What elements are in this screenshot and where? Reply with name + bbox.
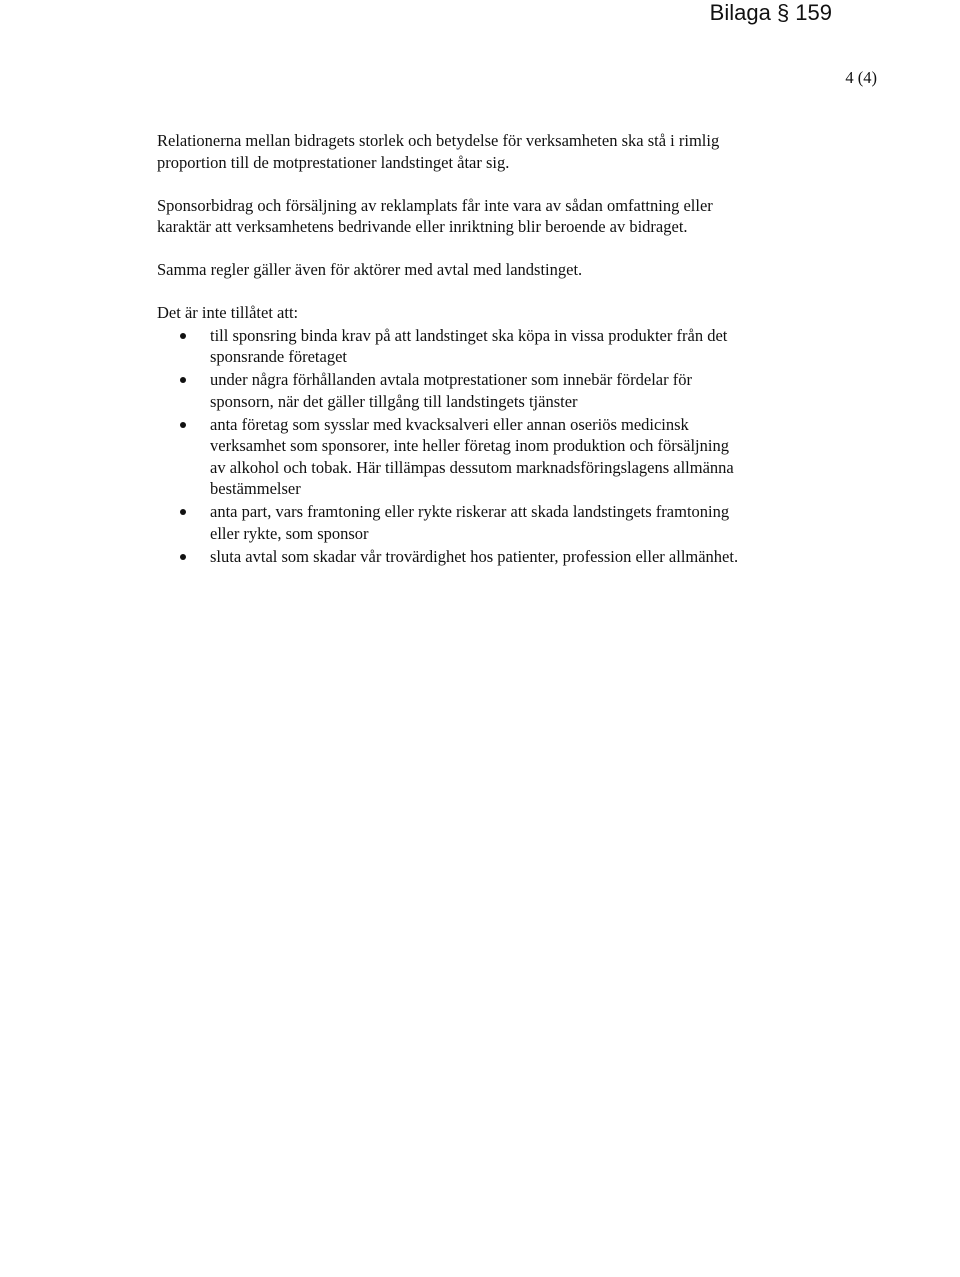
list-item: [157, 501, 837, 544]
list-item: [157, 546, 837, 568]
list-item: [157, 325, 837, 368]
text-line: till sponsring binda krav på att landstinget ska köpa in vissa produkter från det: [210, 325, 728, 345]
text-line: sponsrande företaget: [210, 347, 347, 366]
text-line: sluta avtal som skadar vår trovärdighet hos patienter, profession eller allmänhet.: [210, 546, 739, 566]
prohibitions-list: [157, 325, 837, 568]
text-line: Sponsorbidrag och försäljning av reklamplats får inte vara av sådan omfattning eller: [157, 195, 713, 215]
bullet-icon: [180, 333, 186, 339]
bullet-icon: [180, 554, 186, 560]
attachment-label: Bilaga § 159: [709, 0, 832, 25]
list-item: [157, 369, 837, 412]
list-intro: Det är inte tillåtet att:: [157, 303, 299, 322]
text-line: Relationerna mellan bidragets storlek och betydelse för verksamheten ska stå i rimlig: [157, 131, 720, 150]
page-number: 4 (4): [845, 68, 877, 87]
text-line: sponsorn, när det gäller tillgång till landstingets tjänster: [210, 391, 578, 411]
bullet-icon: [180, 422, 186, 428]
text-line: av alkohol och tobak. Här tillämpas dessutom marknadsföringslagens allmänna: [210, 457, 734, 477]
text-line: proportion till de motprestationer landstinget åtar sig.: [157, 152, 510, 172]
text-line: eller rykte, som sponsor: [210, 523, 369, 543]
text-line: anta part, vars framtoning eller rykte riskerar att skada landstingets framtoning: [210, 502, 730, 521]
text-line: karaktär att verksamhetens bedrivande eller inriktning blir beroende av bidraget.: [157, 217, 688, 236]
bullet-icon: [180, 509, 186, 515]
paragraph-sponsorship: [157, 195, 837, 238]
text-line: under några förhållanden avtala motprestationer som innebär fördelar för: [210, 370, 692, 389]
text-line: bestämmelser: [210, 479, 301, 498]
paragraph-same-rules: [157, 259, 837, 281]
text-line: Samma regler gäller även för aktörer med avtal med landstinget.: [157, 260, 583, 279]
document-body: [157, 130, 837, 569]
text-line: verksamhet som sponsorer, inte heller företag inom produktion och försäljning: [210, 436, 729, 455]
paragraph-relations: [157, 130, 837, 173]
bullet-icon: [180, 377, 186, 383]
text-line: anta företag som sysslar med kvacksalveri eller annan oseriös medicinsk: [210, 414, 689, 434]
list-item: [157, 414, 837, 500]
